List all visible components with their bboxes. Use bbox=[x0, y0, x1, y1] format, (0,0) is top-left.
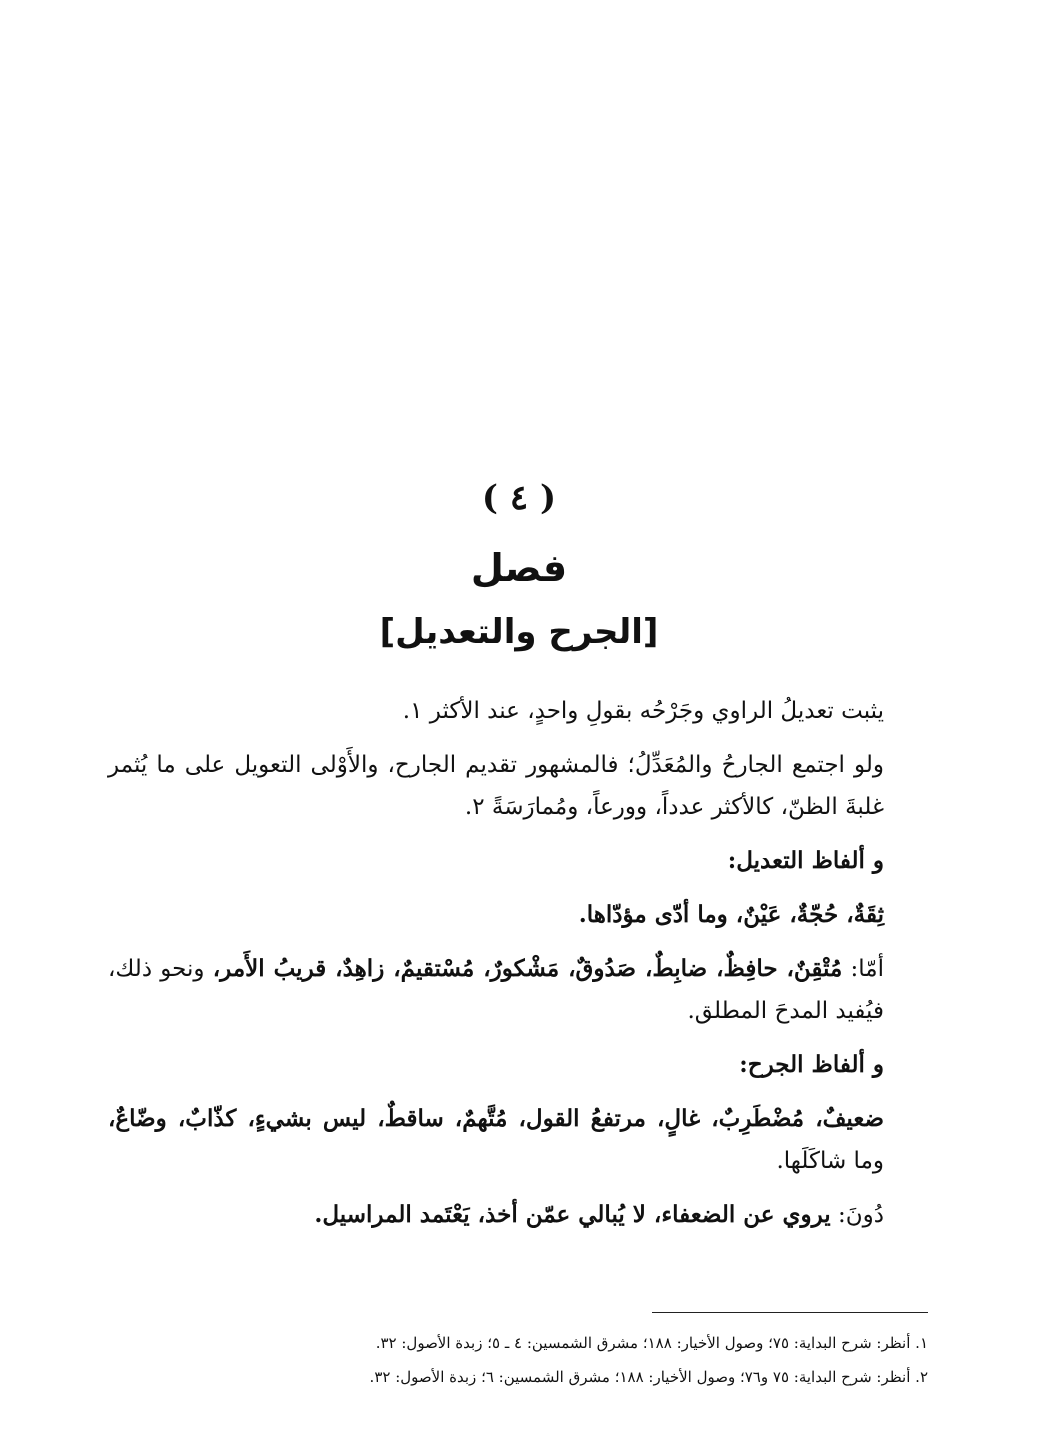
amma-paragraph bbox=[108, 948, 884, 1032]
doon-words: يروي عن الضعفاء، لا يُبالي عمّن أخذ، يَعْتَمد المراسيل. bbox=[314, 1201, 831, 1228]
amma-label: أمّا: bbox=[850, 956, 884, 982]
jarh-rest: وما شاكَلَها. bbox=[776, 1148, 884, 1174]
section-title: فصل bbox=[470, 546, 568, 590]
jarh-words: ضعيفٌ، مُضْطَرِبٌ، غالٍ، مرتفعُ القول، مُتَّهمٌ، ساقطٌ، ليس بشيءٍ، كذّابٌ، وضّاعٌ، bbox=[108, 1105, 884, 1132]
doon-paragraph bbox=[108, 1194, 884, 1236]
doon-label: دُونَ: bbox=[838, 1202, 884, 1228]
paragraph-1: يثبت تعديلُ الراوي وجَرْحُه بقولِ واحدٍ، عند الأكثر ١. bbox=[402, 698, 884, 724]
footnotes bbox=[108, 1326, 928, 1394]
chapter-number: ( ٤ ) bbox=[481, 478, 557, 518]
body-text bbox=[108, 690, 884, 1248]
section-subtitle: [الجرح والتعديل] bbox=[379, 612, 659, 652]
ta3dil-main-words: ثِقَةٌ، حُجّةٌ، عَيْنٌ، وما أدّى مؤدّاها. bbox=[578, 901, 884, 928]
amma-words: مُتْقِنٌ، حافِظٌ، ضابِطٌ، صَدُوقٌ، مَشْكورٌ، مُسْتقيمٌ، زاهِدٌ، قريبُ الأَمر، bbox=[212, 955, 843, 982]
ta3dil-heading: و ألفاظ التعديل: bbox=[727, 847, 884, 874]
footnote-1: ١. أنظر: شرح البداية: ٧٥؛ وصول الأخيار: ١٨٨؛ مشرق الشمسين: ٤ ـ ٥؛ زبدة الأصول: ٣٢. bbox=[375, 1334, 928, 1352]
jarh-heading: و ألفاظ الجرح: bbox=[739, 1051, 884, 1078]
paragraph-2: ولو اجتمع الجارحُ والمُعَدِّلُ؛ فالمشهور تقديم الجارح، والأَوْلى التعويل على ما يُثمر غلبةَ الظنّ، كالأكثر عدداً، وورعاً، ومُمارَسَةً ٢. bbox=[108, 752, 884, 820]
footnote-2: ٢. أنظر: شرح البداية: ٧٥ و٧٦؛ وصول الأخيار: ١٨٨؛ مشرق الشمسين: ٦؛ زبدة الأصول: ٣٢. bbox=[369, 1368, 928, 1386]
footnote-divider bbox=[652, 1312, 928, 1313]
jarh-paragraph bbox=[108, 1098, 884, 1182]
amma-rest: ونحو ذلك، فيُفيد المدحَ المطلق. bbox=[108, 956, 884, 1024]
